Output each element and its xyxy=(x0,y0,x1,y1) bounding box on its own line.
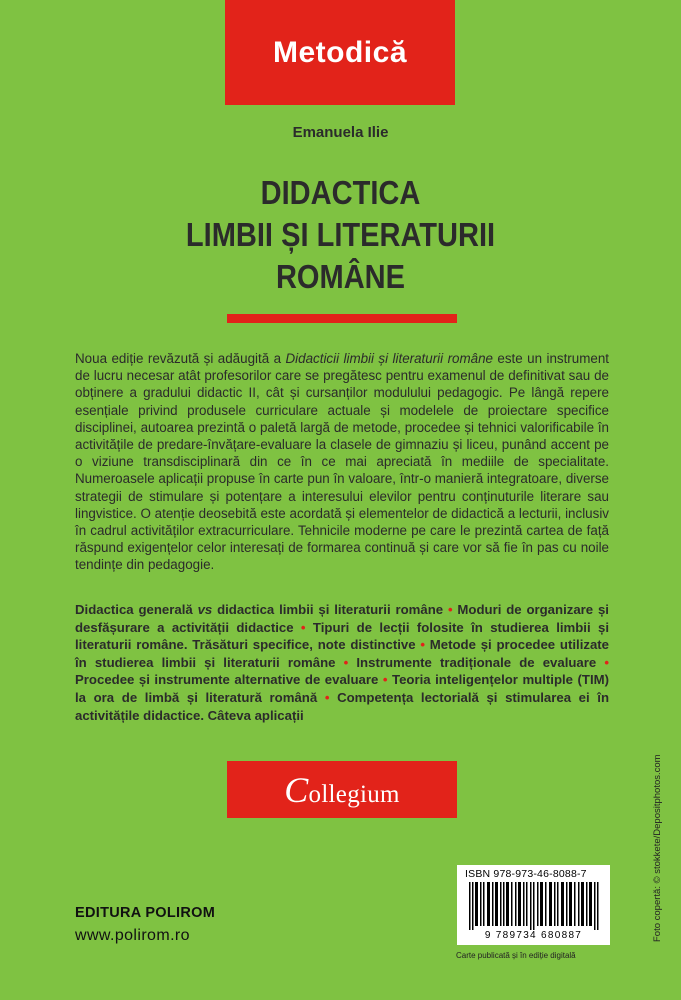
collegium-imprint-logo xyxy=(227,761,457,818)
barcode-panel xyxy=(457,865,610,945)
topic-item: Competența lectorială și stimularea ei în activitățile didactice. Câteva aplicații xyxy=(75,689,610,723)
bullet-separator: • xyxy=(343,654,349,670)
description-text: este un instrument de lucru necesar atât profesorilor care se pregătesc pentru examenul de definitivat sau de obținere a gradului didactic II, cât și cursanților modulului pedagogic. Pe lângă repere esențiale privind produsele curriculare actuale și modelele de proiectare specifice disciplinei, autoarea prezintă o paletă largă de metode, procedee și tehnici valorificabile în activitățile de predare-învățare-evaluare la clasele de gimnaziu și liceu, punând accent pe o viziune transdisciplinară din ce în ce mai apreciată în mediile de specialitate. Numeroasele aplicații propuse în carte pun în valoare, într-o manieră integratoare, diverse strategii de stimulare și potențare a interesului elevilor pentru conținuturile literare sau lingvistice. O atenție deosebită este acordată și elementelor de didactică a lecturii, inclusiv în cadrul activităților extracurriculare. Tehnicile moderne pe care le prezintă cartea de față răspund exigențelor celor interesați de formarea continuă și care vor să fie în pas cu noile tendințe din pedagogie. xyxy=(75,351,609,573)
author-name: Emanuela Ilie xyxy=(292,124,389,141)
book-description xyxy=(75,350,609,574)
topic-item: Metode și procedee utilizate în studierea limbii și literaturii române xyxy=(75,637,610,670)
title-line: LIMBII ȘI LITERATURII xyxy=(185,216,496,253)
title-line: DIDACTICA xyxy=(260,174,421,211)
digital-edition-note: Carte publicată și în ediție digitală xyxy=(456,951,576,960)
topic-item: Instrumente tradiționale de evaluare xyxy=(356,654,597,670)
barcode-icon xyxy=(461,882,606,930)
bullet-separator: • xyxy=(300,619,306,635)
publisher-website[interactable]: www.polirom.ro xyxy=(75,927,190,944)
topic-item: Procedee și instrumente alternative de evaluare xyxy=(75,672,379,688)
series-label: Metodică xyxy=(272,35,408,69)
topic-item: Tipuri de lecții folosite în studierea limbii și literaturii române. Trăsături specifice, note distinctive xyxy=(75,619,609,653)
bullet-separator: • xyxy=(420,637,425,653)
series-label-box xyxy=(225,0,455,105)
publisher-name: EDITURA POLIROM xyxy=(75,905,216,921)
description-italic-title: Didacticii limbii și literaturii române xyxy=(285,351,493,366)
bullet-separator: • xyxy=(447,602,453,617)
description-text: Noua ediție revăzută și adăugită a xyxy=(75,351,286,366)
topic-item: Teoria inteligențelor multiple (TIM) la ora de limbă și literatură română xyxy=(75,672,609,705)
book-title xyxy=(41,172,640,298)
topic-item: vs xyxy=(197,602,213,617)
bullet-separator: • xyxy=(604,654,609,670)
collegium-rest: ollegium xyxy=(308,780,400,808)
bullet-separator: • xyxy=(324,689,330,705)
topic-item: Didactica generală xyxy=(75,602,198,617)
topic-item: Moduri de organizare și desfășurare a activității didactice xyxy=(75,602,609,635)
collegium-initial: C xyxy=(284,769,309,810)
title-divider xyxy=(227,314,457,323)
topics-list xyxy=(75,601,609,724)
isbn-number: ISBN 978-973-46-8088-7 xyxy=(465,868,587,880)
barcode-digits: 9 789734 680887 xyxy=(484,930,583,941)
title-line: ROMÂNE xyxy=(275,258,406,295)
collegium-wordmark xyxy=(284,769,400,811)
bullet-separator: • xyxy=(382,672,388,688)
photo-credit: Foto copertă: © stokkete/Depositphotos.com xyxy=(652,754,663,942)
topic-item: didactica limbii și literaturii române xyxy=(212,602,444,617)
